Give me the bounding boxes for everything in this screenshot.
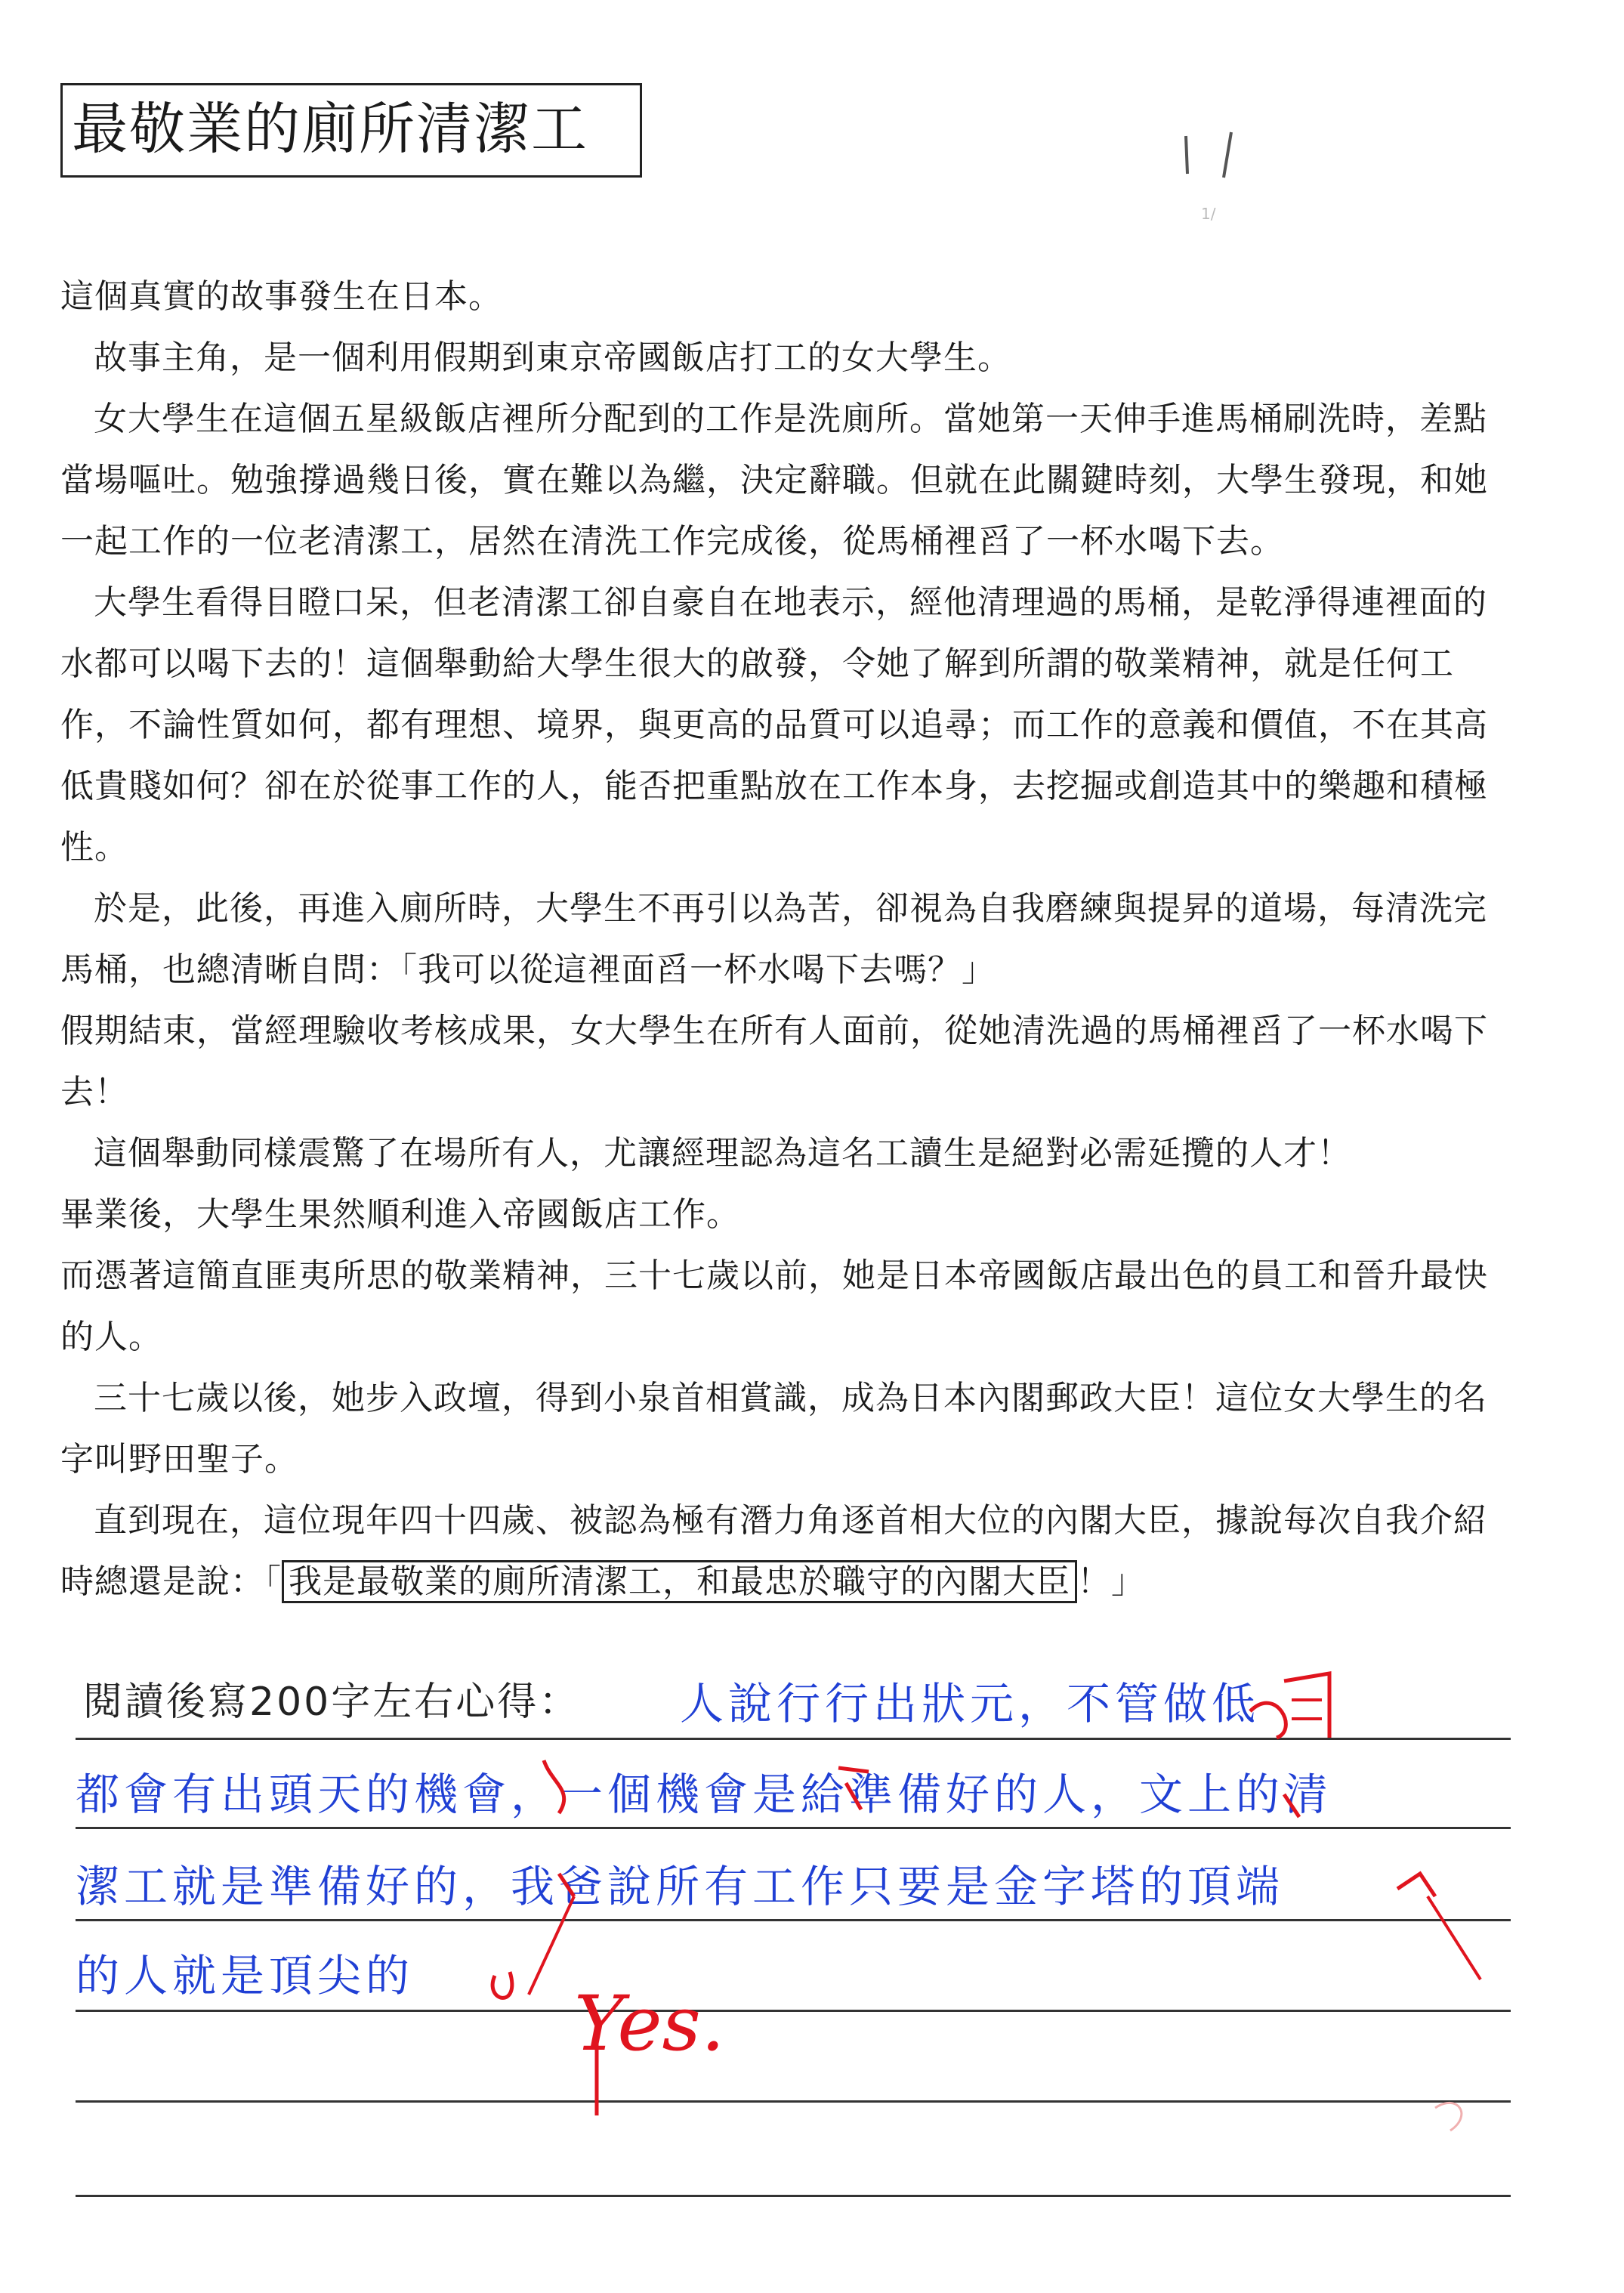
response-prompt: 閱讀後寫200字左右心得： <box>83 1680 581 1725</box>
paragraph: 大學生看得目瞪口呆，但老清潔工卻自豪自在地表示，經他清理過的馬桶，是乾淨得連裡面的水都可以喝下去的！這個舉動給大學生很大的啟發，令她了解到所謂的敬業精神，就是任何工作，不論性質如何，都有理想、境界，與更高的品質可以追尋；而工作的意義和價值，不在其高低貴賤如何？卻在於從事工作的人，能否把重點放在工作本身，去挖掘或創造其中的樂趣和積極性。 <box>60 583 1488 867</box>
handwritten-line: 人說行行出狀元，不管做低 <box>680 1678 1261 1729</box>
ruled-line <box>76 1919 1511 1921</box>
closing-paragraph <box>60 1490 1503 1612</box>
document-title: 最敬業的廁所清潔工 <box>60 83 642 178</box>
paragraph: 而憑著這簡直匪夷所思的敬業精神，三十七歲以前，她是日本帝國飯店最出色的員工和晉升最快的人。 <box>60 1256 1488 1356</box>
handwritten-line: 的人就是頂尖的 <box>76 1950 415 2001</box>
ruled-line <box>76 1827 1511 1829</box>
ruled-line <box>76 2195 1511 2197</box>
ruled-line <box>76 1738 1511 1740</box>
grade-mark <box>1171 121 1292 234</box>
paragraph: 女大學生在這個五星級飯店裡所分配到的工作是洗廁所。當她第一天伸手進馬桶刷洗時，差點當場嘔吐。勉強撐過幾日後，實在難以為繼，決定辭職。但就在此關鍵時刻，大學生發現，和她一起工作的一位老清潔工，居然在清洗工作完成後，從馬桶裡舀了一杯水喝下去。 <box>60 400 1488 561</box>
handwritten-line: 潔工就是準備好的，我爸說所有工作只要是金字塔的頂端 <box>76 1861 1285 1912</box>
ruled-line <box>76 2100 1511 2103</box>
paragraph: 於是，此後，再進入廁所時，大學生不再引以為苦，卻視為自我磨練與提昇的道場，每清洗完馬桶，也總清晰自問：「我可以從這裡面舀一杯水喝下去嗎？」 <box>60 889 1487 989</box>
grade-mark-text: 1/ <box>1201 205 1216 223</box>
paragraph: 三十七歲以後，她步入政壇，得到小泉首相賞識，成為日本內閣郵政大臣！這位女大學生的名字叫野田聖子。 <box>60 1379 1487 1479</box>
ruled-line <box>76 2010 1511 2012</box>
paragraph: 這個舉動同樣震驚了在場所有人，尤讓經理認為這名工讀生是絕對必需延攬的人才！ <box>94 1134 1351 1173</box>
boxed-quote: 我是最敬業的廁所清潔工，和最忠於職守的內閣大臣 <box>282 1560 1077 1603</box>
paragraph: 這個真實的故事發生在日本。 <box>60 277 502 316</box>
handwritten-line: 都會有出頭天的機會，一個機會是給準備好的人，文上的清 <box>76 1769 1333 1820</box>
closing-end: ！」 <box>1077 1562 1145 1601</box>
paragraph: 畢業後，大學生果然順利進入帝國飯店工作。 <box>60 1195 740 1234</box>
article-body <box>60 266 1503 1612</box>
paragraph: 假期結束，當經理驗收考核成果，女大學生在所有人面前，從她清洗過的馬桶裡舀了一杯水喝下去！ <box>60 1012 1488 1111</box>
teacher-comment: Yes. <box>574 1979 725 2068</box>
closing-text: 直到現在，這位現年四十四歲、被認為極有潛力角逐首相大位的內閣大臣，據說每次自我介紹時總還是說：「 <box>60 1501 1487 1601</box>
paragraph: 故事主角，是一個利用假期到東京帝國飯店打工的女大學生。 <box>94 338 1011 377</box>
